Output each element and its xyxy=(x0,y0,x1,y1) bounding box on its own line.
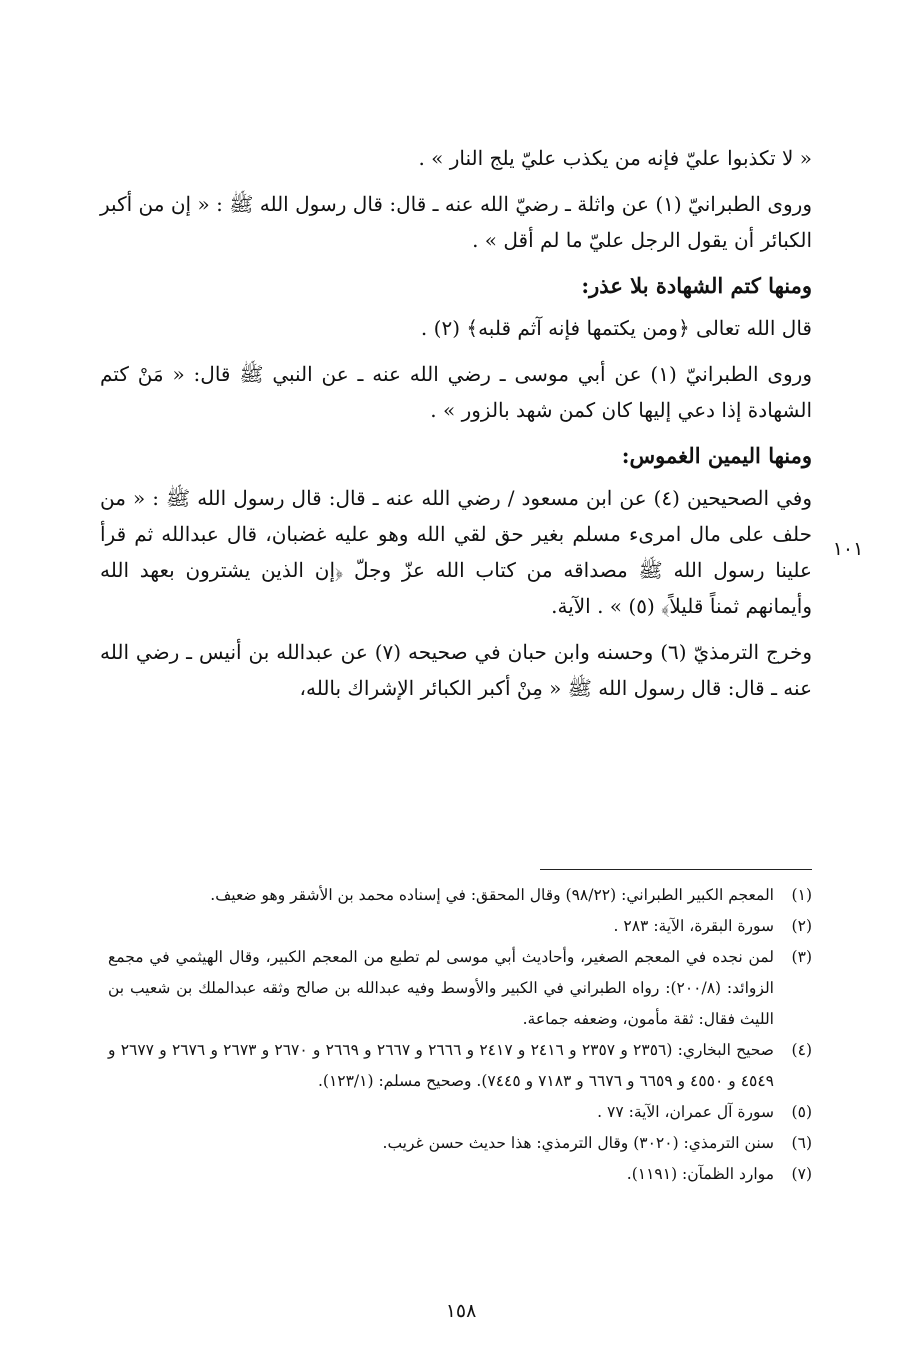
footnote-6 xyxy=(108,1128,812,1159)
paragraph-quran-verse: قال الله تعالى ﴿ومن يكتمها فإنه آثم قلبه﴾ (٢) . xyxy=(420,316,812,340)
footnote-number: (٢) xyxy=(791,917,812,935)
paragraph-sahihayn: وفي الصحيحين (٤) عن ابن مسعود / رضي الله عنه ـ قال: قال رسول الله ﷺ : « من حلف على مال امرىء مسلم بغير حق لقي الله وهو عليه غضبان، قال عبدالله ثم قرأ علينا رسول الله ﷺ مصداقه من كتاب الله عزّ وجلّ ﴿إن الذين يشترون بعهد الله وأيمانهم ثمناً قليلاً﴾ (٥) » . الآية. xyxy=(100,486,812,618)
footnote-number: (١) xyxy=(791,886,812,904)
margin-number: ١٠١ xyxy=(832,538,864,560)
footnote-text: سنن الترمذي: (٣٠٢٠) وقال الترمذي: هذا حديث حسن غريب. xyxy=(382,1134,774,1152)
footnote-2 xyxy=(108,911,812,942)
footnote-text: صحيح البخاري: (٢٣٥٦ و ٢٣٥٧ و ٢٤١٦ و ٢٤١٧ و ٢٦٦٦ و ٢٦٦٧ و ٢٦٦٩ و ٢٦٧٠ و ٢٦٧٣ و ٢٦٧٦ و ٢٦٧٧ و ٤٥٤٩ و ٤٥٥٠ و ٦٦٥٩ و ٦٦٧٦ و ٧١٨٣ و ٧٤٤٥). وصحيح مسلم: (١٢٣/١). xyxy=(108,1041,774,1090)
footnote-number: (٥) xyxy=(791,1103,812,1121)
footnote-text: موارد الظمآن: (١١٩١). xyxy=(626,1165,774,1183)
paragraph-tabarani-abu-musa: وروى الطبرانيّ (١) عن أبي موسى ـ رضي الله عنه ـ عن النبي ﷺ قال: « مَنْ كتم الشهادة إذا دعي إليها كان كمن شهد بالزور » . xyxy=(100,362,812,422)
footnotes xyxy=(108,880,812,1190)
page-number: ١٥٨ xyxy=(445,1300,477,1322)
paragraph-tirmidhi: وخرج الترمذيّ (٦) وحسنه وابن حبان في صحيحه (٧) عن عبدالله بن أنيس ـ رضي الله عنه ـ قال: قال رسول الله ﷺ « مِنْ أكبر الكبائر الإشراك بالله، xyxy=(100,640,812,700)
footnote-3 xyxy=(108,942,812,1035)
footnote-number: (٣) xyxy=(791,948,812,966)
footnote-4 xyxy=(108,1035,812,1097)
footnote-number: (٦) xyxy=(791,1134,812,1152)
footnote-5 xyxy=(108,1097,812,1128)
footnote-1 xyxy=(108,880,812,911)
heading-false-oath: ومنها اليمين الغموس: xyxy=(621,443,812,468)
main-text xyxy=(100,140,812,716)
footnote-text: لمن نجده في المعجم الصغير، وأحاديث أبي موسى لم تطبع من المعجم الكبير، وقال الهيثمي في مجمع الزوائد: (٢٠٠/٨): رواه الطبراني في الكبير والأوسط وفيه عبدالله بن صالح وثقه عبدالملك بن شعيب بن الليث فقال: ثقة مأمون، وضعفه جماعة. xyxy=(108,948,774,1028)
text-line-1: « لا تكذبوا عليّ فإنه من يكذب عليّ يلج النار » . xyxy=(418,146,812,170)
footnote-7 xyxy=(108,1159,812,1190)
paragraph-tabarani-wathila: وروى الطبرانيّ (١) عن واثلة ـ رضيّ الله عنه ـ قال: قال رسول الله ﷺ : « إن من أكبر الكبائر أن يقول الرجل عليّ ما لم أقل » . xyxy=(100,192,812,252)
heading-concealing-testimony: ومنها كتم الشهادة بلا عذر: xyxy=(581,273,812,298)
footnote-text: سورة آل عمران، الآية: ٧٧ . xyxy=(597,1103,774,1121)
footnote-number: (٧) xyxy=(791,1165,812,1183)
footnote-number: (٤) xyxy=(791,1041,812,1059)
footnote-divider xyxy=(540,869,812,870)
footnote-text: سورة البقرة، الآية: ٢٨٣ . xyxy=(613,917,774,935)
footnote-text: المعجم الكبير الطبراني: (٩٨/٢٢) وقال المحقق: في إسناده محمد بن الأشقر وهو ضعيف. xyxy=(210,886,774,904)
